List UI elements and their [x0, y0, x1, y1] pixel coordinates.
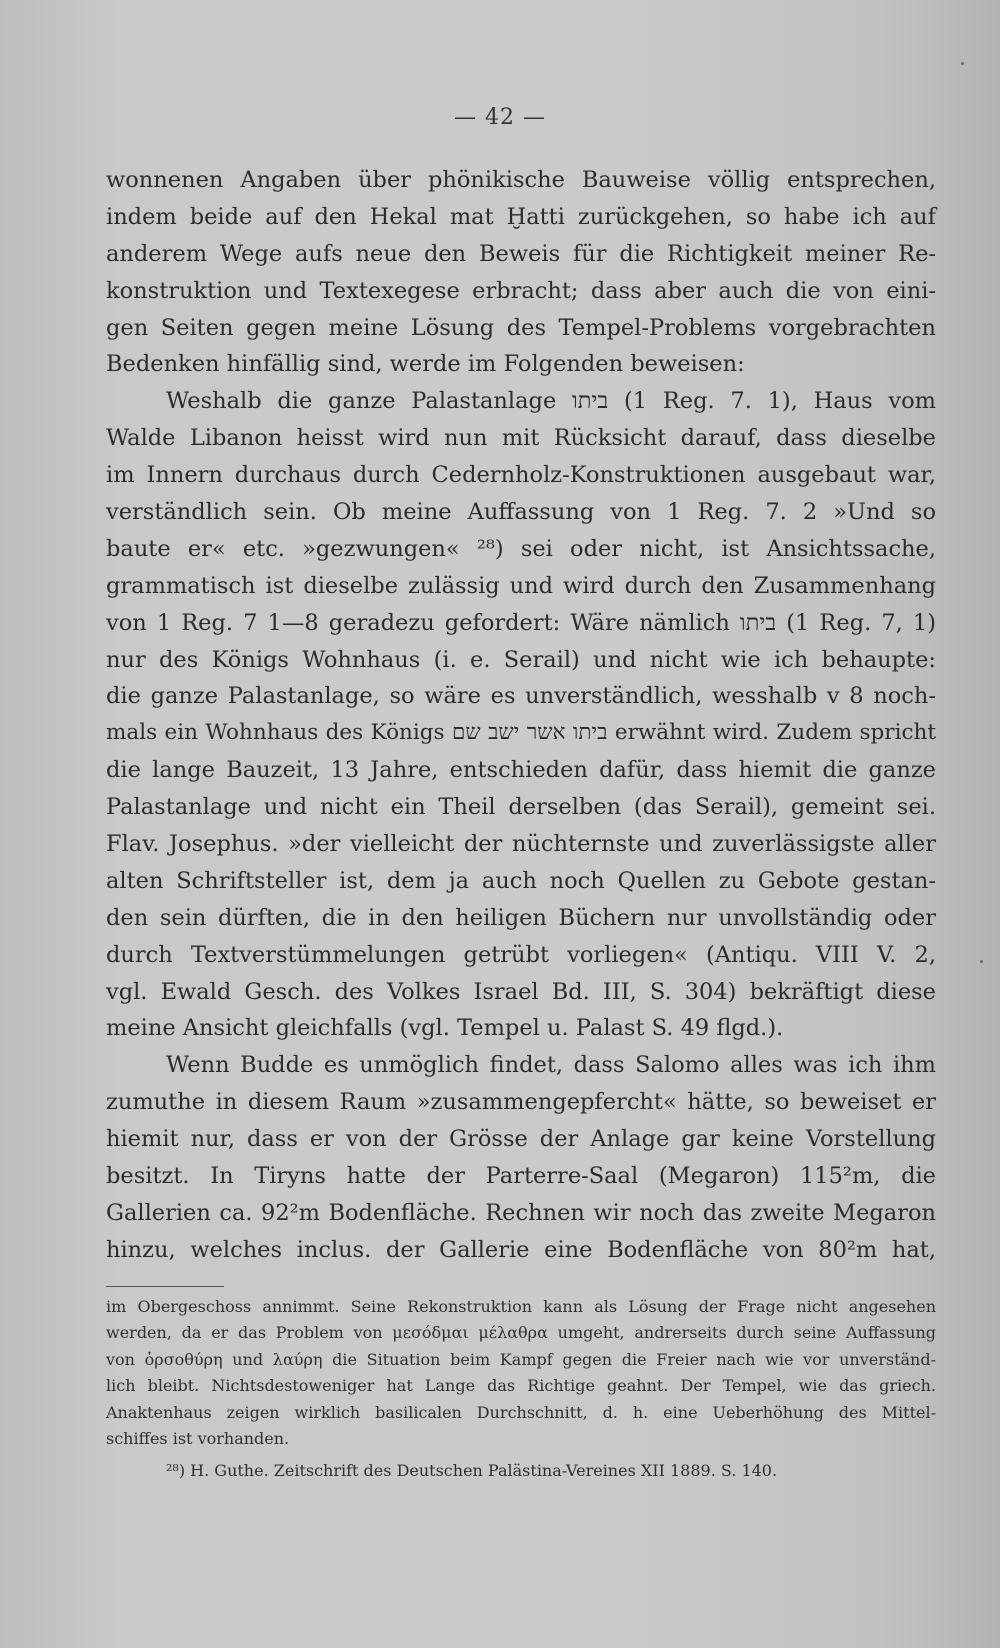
footnote-divider — [106, 1286, 224, 1287]
footnotes — [106, 1294, 936, 1485]
text-line: verständlich sein. Ob meine Auffassung von 1 Reg. 7. 2 »Und so — [106, 499, 936, 526]
footnote-line: Anaktenhaus zeigen wirklich basilicalen Durchschnitt, d. h. eine Ueberhöhung des Mittel- — [106, 1402, 936, 1422]
text-line: durch Textverstümmelungen getrübt vorliegen« (Antiqu. VIII V. 2, — [106, 941, 936, 968]
text-line: vgl. Ewald Gesch. des Volkes Israel Bd. III, S. 304) bekräftigt diese — [106, 978, 936, 1005]
footnote-line: werden, da er das Problem von μεσόδμαι μέλαθρα umgeht, andrerseits durch seine Auffassung — [106, 1323, 936, 1343]
footnote-line: schiffes ist vorhanden. — [106, 1428, 290, 1448]
text-line: besitzt. In Tiryns hatte der Parterre-Saal (Megaron) 115²m, die — [106, 1163, 936, 1190]
text-line: die lange Bauzeit, 13 Jahre, entschieden dafür, dass hiemit die ganze — [106, 757, 936, 784]
text-line: meine Ansicht gleichfalls (vgl. Tempel u. Palast S. 49 flgd.). — [106, 1015, 784, 1042]
text-line: nur des Königs Wohnhaus (i. e. Serail) und nicht wie ich behaupte: — [106, 646, 936, 673]
text-line: die ganze Palastanlage, so wäre es unverständlich, wesshalb v 8 noch- — [106, 683, 936, 710]
footnote-line: von ὀρσοθύρη und λαύρη die Situation beim Kampf gegen die Freier nach wie vor unverständ- — [106, 1349, 936, 1369]
text-line: indem beide auf den Hekal mat Ḫatti zurückgehen, so habe ich auf — [106, 203, 936, 230]
text-line: Weshalb die ganze Palastanlage ביתו (1 Reg. 7. 1), Haus vom — [166, 388, 936, 415]
footnote-line: im Obergeschoss annimmt. Seine Rekonstruktion kann als Lösung der Frage nicht angesehen — [106, 1297, 936, 1316]
text-line: alten Schriftsteller ist, dem ja auch noch Quellen zu Gebote gestan- — [106, 867, 936, 894]
text-line: grammatisch ist dieselbe zulässig und wird durch den Zusammenhang — [106, 572, 936, 599]
text-line: Walde Libanon heisst wird nun mit Rücksicht darauf, dass dieselbe — [106, 425, 936, 452]
text-line: den sein dürften, die in den heiligen Büchern nur unvollständig oder — [106, 904, 936, 931]
text-line: baute er« etc. »gezwungen« ²⁸) sei oder nicht, ist Ansichtssache, — [106, 535, 936, 562]
body-text — [106, 162, 936, 1269]
text-line: Flav. Josephus. »der vielleicht der nüchternste und zuverlässigste aller — [106, 831, 936, 858]
text-line: von 1 Reg. 7 1—8 geradezu gefordert: Wäre nämlich ביתו (1 Reg. 7, 1) — [106, 609, 936, 636]
text-line: hiemit nur, dass er von der Grösse der Anlage gar keine Vorstellung — [106, 1126, 936, 1153]
text-line: im Innern durchaus durch Cedernholz-Konstruktionen ausgebaut war, — [106, 462, 936, 489]
footnote-line: lich bleibt. Nichtsdestoweniger hat Lange das Richtige geahnt. Der Tempel, wie das griech. — [106, 1376, 936, 1396]
paper-speck — [961, 62, 964, 65]
text-line: Wenn Budde es unmöglich findet, dass Salomo alles was ich ihm — [166, 1052, 936, 1079]
text-line: hinzu, welches inclus. der Gallerie eine Bodenfläche von 80²m hat, — [106, 1236, 936, 1263]
paper-speck — [980, 960, 983, 963]
text-line: Gallerien ca. 92²m Bodenfläche. Rechnen wir noch das zweite Megaron — [106, 1199, 936, 1226]
text-line: Bedenken hinfällig sind, werde im Folgenden beweisen: — [106, 351, 745, 378]
text-line: wonnenen Angaben über phönikische Bauweise völlig entsprechen, — [106, 167, 936, 193]
text-line: zumuthe in diesem Raum »zusammengepfercht« hätte, so beweiset er — [106, 1089, 936, 1116]
text-line: anderem Wege aufs neue den Beweis für die Richtigkeit meiner Re- — [106, 240, 936, 267]
page-number: — 42 — — [454, 105, 546, 130]
text-line: mals ein Wohnhaus des Königs ביתו אשר ישב שם erwähnt wird. Zudem spricht — [106, 720, 936, 746]
text-line: gen Seiten gegen meine Lösung des Tempel-Problems vorgebrachten — [106, 314, 936, 341]
text-line: konstruktion und Textexegese erbracht; dass aber auch die von eini- — [106, 277, 936, 304]
footnote-28: ²⁸) H. Guthe. Zeitschrift des Deutschen Palästina-Vereines XII 1889. S. 140. — [166, 1461, 778, 1481]
text-line: Palastanlage und nicht ein Theil derselben (das Serail), gemeint sei. — [106, 794, 936, 821]
